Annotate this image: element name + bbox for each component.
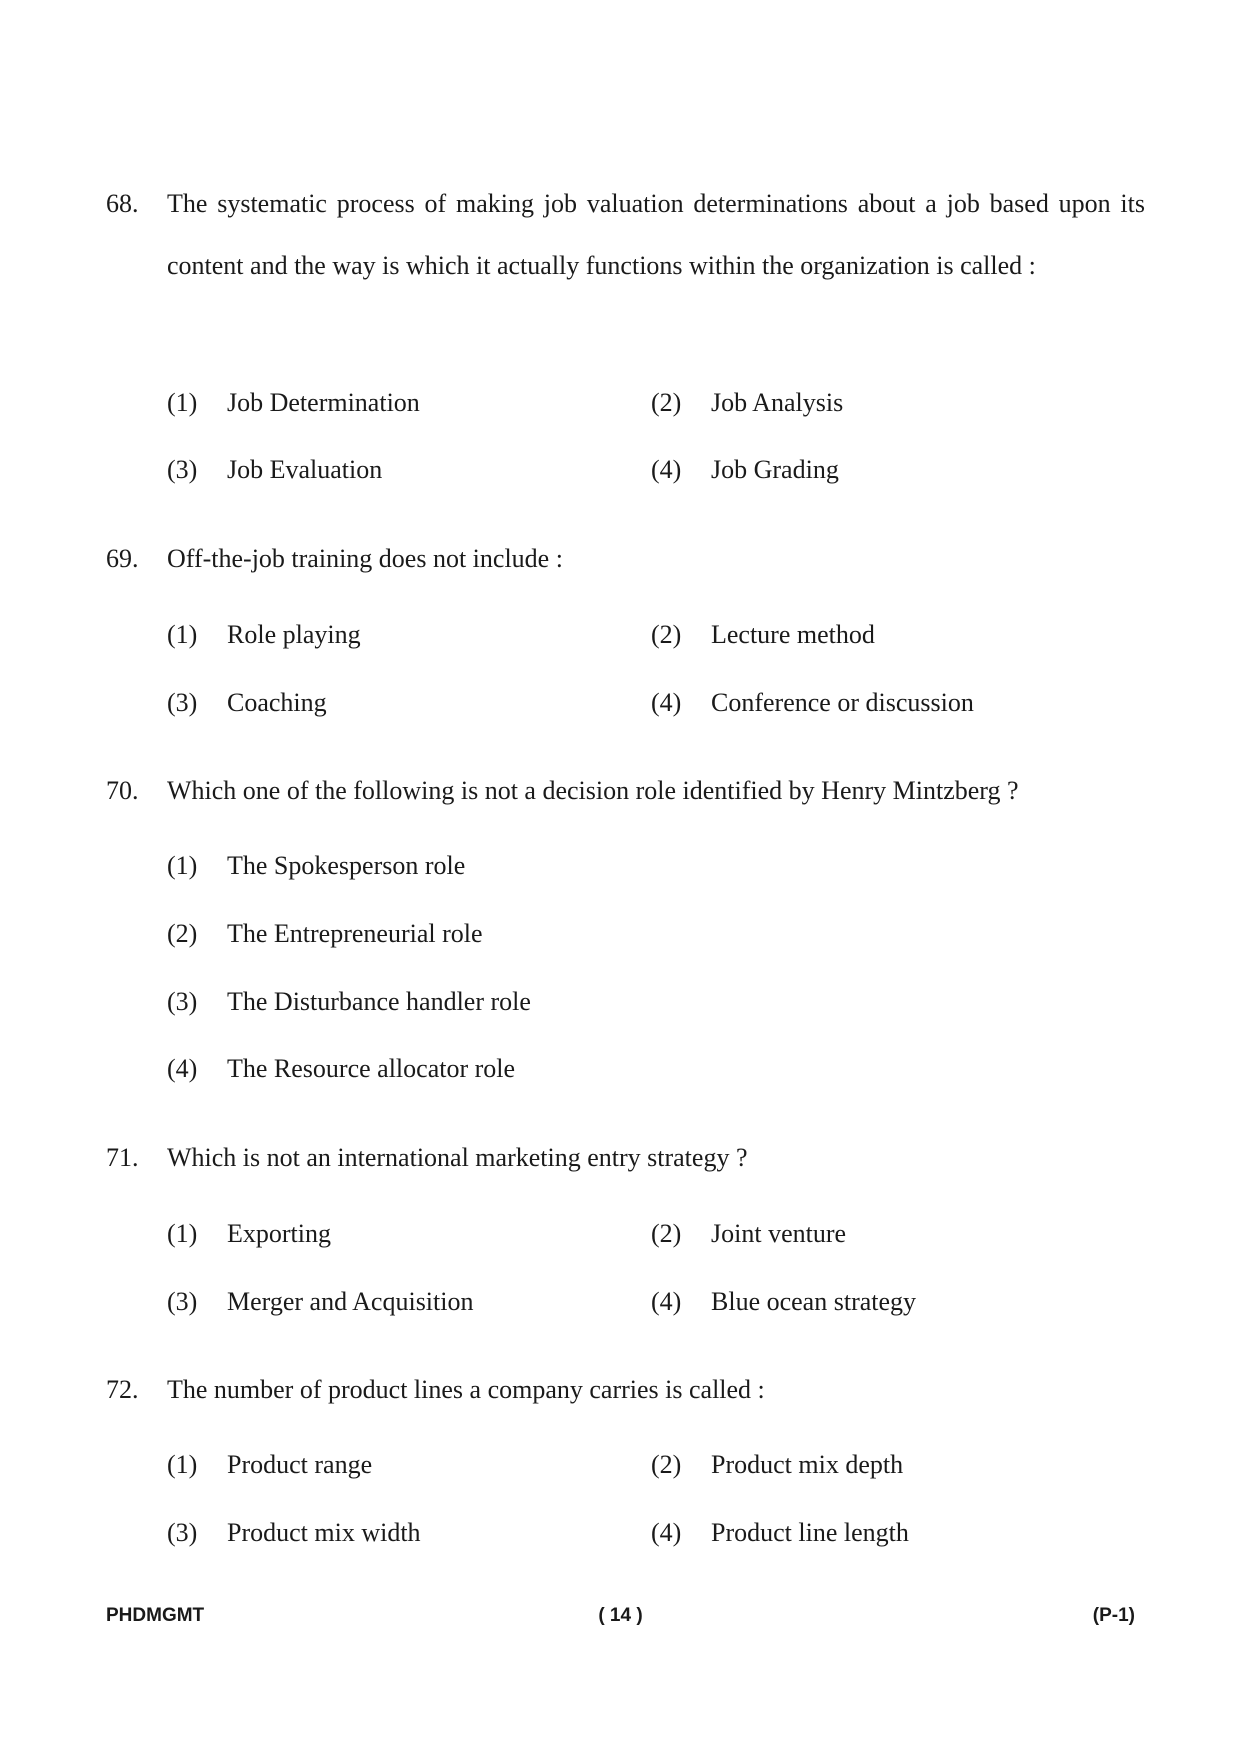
option-text: Conference or discussion: [711, 688, 974, 717]
question-text: The number of product lines a company carries is called :: [167, 1375, 765, 1404]
option-label: (2): [651, 1450, 682, 1479]
question-number: 70.: [106, 776, 139, 805]
option-row: [0, 686, 1241, 720]
option-row: [0, 1516, 1241, 1550]
option-row: [0, 849, 1241, 883]
option-text: Coaching: [227, 688, 327, 717]
option-row: [0, 985, 1241, 1019]
option-row: [0, 1217, 1241, 1251]
question-number: 72.: [106, 1375, 139, 1404]
option-row: [0, 917, 1241, 951]
option-text: Blue ocean strategy: [711, 1287, 917, 1316]
option-label: (2): [651, 388, 682, 417]
option-label: (4): [167, 1054, 198, 1083]
option-label: (4): [651, 1518, 682, 1547]
option-text: The Resource allocator role: [227, 1054, 516, 1083]
page-number: ( 14 ): [598, 1605, 643, 1626]
option-text: Product mix depth: [711, 1450, 904, 1479]
option-text: Job Grading: [711, 455, 839, 484]
option-label: (1): [167, 851, 198, 880]
option-text: Role playing: [227, 620, 361, 649]
option-text: The Entrepreneurial role: [227, 919, 483, 948]
option-label: (1): [167, 620, 198, 649]
option-label: (3): [167, 688, 198, 717]
question-text: Off-the-job training does not include :: [167, 544, 563, 573]
question-text: Which one of the following is not a decision role identified by Henry Mintzberg ?: [167, 776, 1019, 805]
option-label: (1): [167, 388, 198, 417]
option-row: [0, 1285, 1241, 1319]
option-text: Product range: [227, 1450, 373, 1479]
option-text: Product mix width: [227, 1518, 421, 1547]
question-number: 68.: [106, 189, 139, 218]
option-row: [0, 453, 1241, 487]
option-text: Joint venture: [711, 1219, 847, 1248]
paper-set: (P-1): [1092, 1605, 1135, 1626]
option-label: (2): [651, 620, 682, 649]
option-row: [0, 1448, 1241, 1482]
option-text: Job Determination: [227, 388, 420, 417]
option-text: Job Analysis: [711, 388, 844, 417]
option-row: [0, 386, 1241, 420]
option-text: The Disturbance handler role: [227, 987, 531, 1016]
question-line: [0, 774, 1241, 808]
option-label: (3): [167, 455, 198, 484]
option-row: [0, 1052, 1241, 1086]
option-label: (2): [167, 919, 198, 948]
option-label: (4): [651, 688, 682, 717]
option-label: (1): [167, 1219, 198, 1248]
option-text: Merger and Acquisition: [227, 1287, 474, 1316]
option-text: Job Evaluation: [227, 455, 383, 484]
option-label: (4): [651, 455, 682, 484]
option-text: Product line length: [711, 1518, 909, 1547]
option-row: [0, 618, 1241, 652]
question-text: The systematic process of making job valuation determinations about a job based upon its content and the way is which it actually functions within the organization is called :: [167, 189, 1145, 280]
option-label: (3): [167, 1518, 198, 1547]
question-number: 71.: [106, 1143, 139, 1172]
option-label: (1): [167, 1450, 198, 1479]
option-label: (4): [651, 1287, 682, 1316]
paper-code: PHDMGMT: [106, 1605, 205, 1626]
option-label: (3): [167, 1287, 198, 1316]
question-number: 69.: [106, 544, 139, 573]
question-line: [0, 1373, 1241, 1407]
question-line: [0, 1141, 1241, 1175]
question-line: [0, 542, 1241, 576]
option-text: Exporting: [227, 1219, 331, 1248]
question-text: Which is not an international marketing entry strategy ?: [167, 1143, 748, 1172]
option-label: (2): [651, 1219, 682, 1248]
option-text: Lecture method: [711, 620, 875, 649]
option-label: (3): [167, 987, 198, 1016]
option-text: The Spokesperson role: [227, 851, 466, 880]
